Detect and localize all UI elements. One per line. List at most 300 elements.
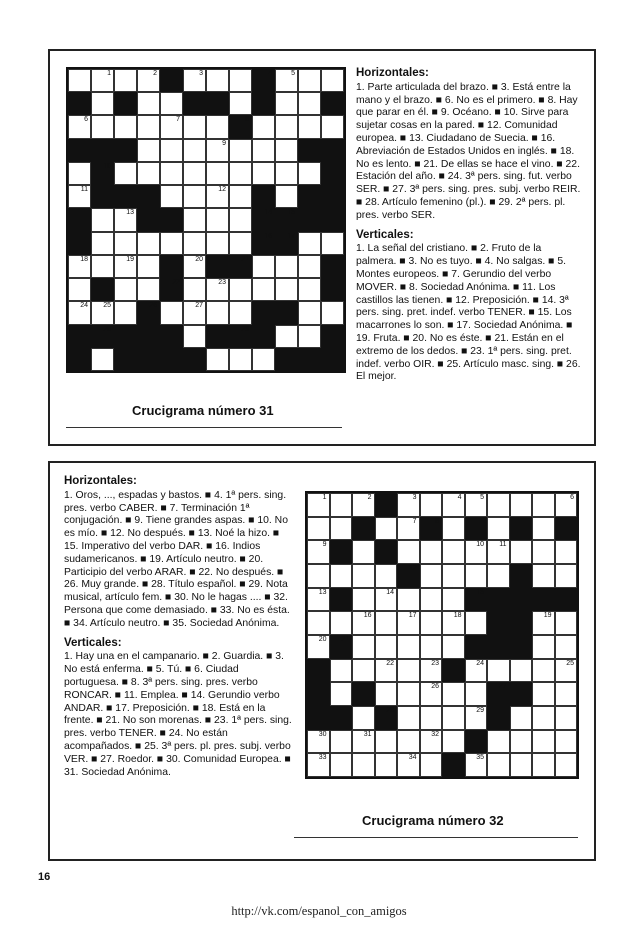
crossword-cell[interactable] xyxy=(375,635,398,659)
vertical-clues: 1. Hay una en el campanario. ■ 2. Guardia. ■ 3. No está enferma. ■ 5. Tú. ■ 6. Ciudad portuguesa. ■ 8. 3ª pers. sing. pres. verbo RONCAR. ■ 11. Emplea. ■ 14. Gerundio verbo ANDAR. ■ 17. Preposición. ■ 18. Está en la frente. ■ 21. No son morenas. ■ 23. 1ª pers. sing. pres. verbo TENER. ■ 24. No están acompañados. ■ 25. 3ª pers. pl. pres. subj. verbo VER. ■ 27. Roedor. ■ 30. Comunidad Europea. ■ 31. Sociedad Anónima. xyxy=(64,651,292,778)
crossword-cell[interactable] xyxy=(229,348,252,371)
crossword-cell[interactable] xyxy=(330,730,353,754)
black-square xyxy=(160,348,183,371)
crossword-cell[interactable] xyxy=(137,139,160,162)
black-square xyxy=(160,208,183,231)
clue-number: 9 xyxy=(222,139,226,147)
crossword-cell[interactable] xyxy=(375,564,398,588)
crossword-cell[interactable] xyxy=(375,517,398,541)
crossword-cell[interactable] xyxy=(275,115,298,138)
black-square xyxy=(229,115,252,138)
crossword-cell[interactable] xyxy=(510,730,533,754)
horizontal-heading: Horizontales: xyxy=(64,475,137,487)
black-square xyxy=(252,301,275,324)
crossword-cell[interactable] xyxy=(114,301,137,324)
crossword-cell[interactable] xyxy=(555,540,578,564)
black-square xyxy=(321,208,344,231)
crossword-cell[interactable] xyxy=(275,185,298,208)
crossword-cell[interactable] xyxy=(555,682,578,706)
crossword-cell[interactable] xyxy=(68,115,91,138)
crossword-cell[interactable] xyxy=(375,730,398,754)
crossword-cell[interactable] xyxy=(68,185,91,208)
clue-number: 26 xyxy=(149,302,157,310)
crossword-cell[interactable] xyxy=(206,208,229,231)
crossword-cell[interactable] xyxy=(252,162,275,185)
crossword-cell[interactable] xyxy=(68,255,91,278)
crossword-cell[interactable] xyxy=(160,92,183,115)
clue-number: 23 xyxy=(218,279,226,287)
crossword-cell[interactable] xyxy=(375,682,398,706)
black-square xyxy=(321,185,344,208)
crossword-cell[interactable] xyxy=(375,659,398,683)
crossword-cell[interactable] xyxy=(420,611,443,635)
crossword-cell[interactable] xyxy=(206,115,229,138)
clue-number: 5 xyxy=(480,494,484,501)
crossword-cell[interactable] xyxy=(307,493,330,517)
crossword-cell[interactable] xyxy=(114,232,137,255)
crossword-cell[interactable] xyxy=(330,493,353,517)
crossword-cell[interactable] xyxy=(183,162,206,185)
crossword-cell[interactable] xyxy=(352,730,375,754)
crossword-cell[interactable] xyxy=(206,348,229,371)
black-square xyxy=(465,517,488,541)
vertical-heading: Verticales: xyxy=(64,636,122,649)
black-square xyxy=(183,348,206,371)
clue-number: 35 xyxy=(476,754,484,762)
crossword-cell[interactable] xyxy=(183,115,206,138)
black-square xyxy=(487,588,510,612)
crossword-cell[interactable] xyxy=(183,255,206,278)
crossword-cell[interactable] xyxy=(307,635,330,659)
crossword-cell[interactable] xyxy=(532,706,555,730)
crossword-cell[interactable] xyxy=(183,69,206,92)
black-square xyxy=(91,325,114,348)
crossword-cell[interactable] xyxy=(352,540,375,564)
black-square xyxy=(487,611,510,635)
crossword-cell[interactable] xyxy=(532,540,555,564)
black-square xyxy=(160,278,183,301)
crossword-cell[interactable] xyxy=(442,493,465,517)
black-square xyxy=(275,232,298,255)
crossword-cell[interactable] xyxy=(114,208,137,231)
crossword-cell[interactable] xyxy=(442,588,465,612)
horizontal-clues: 1. Parte articulada del brazo. ■ 3. Está entre la mano y el brazo. ■ 6. No es el primero. ■ 8. Hay que parar en él. ■ 9. Océano. ■ 10. Sirve para sujetar cosas en la pared. ■ 12. Comunidad europea. ■ 13. Ciudadano de Suecia. ■ 16. Abreviación de Estados Unidos en inglés. ■ 18. No es lento. ■ 21. De ellas se hace el vino. ■ 22. Estación del año. ■ 24. 3ª pers. sing. fut. verbo SER. ■ 27. 3ª pers. sing. pres. subj. verbo REIR. ■ 28. Artículo femenino (pl.). ■ 29. 2ª pers. pl. pres. verbo SER. xyxy=(356,81,581,221)
crossword-cell[interactable] xyxy=(298,278,321,301)
black-square xyxy=(442,659,465,683)
black-square xyxy=(330,588,353,612)
crossword-cell[interactable] xyxy=(555,659,578,683)
crossword-cell[interactable] xyxy=(275,92,298,115)
crossword-cell[interactable] xyxy=(420,493,443,517)
crossword-cell[interactable] xyxy=(160,162,183,185)
crossword-cell[interactable] xyxy=(420,706,443,730)
crossword-cell[interactable] xyxy=(275,255,298,278)
crossword-cell[interactable] xyxy=(137,92,160,115)
crossword-cell[interactable] xyxy=(330,682,353,706)
crossword-cell[interactable] xyxy=(375,753,398,777)
clue-number: 28 xyxy=(386,706,394,714)
crossword-cell[interactable] xyxy=(532,517,555,541)
crossword-cell[interactable] xyxy=(68,301,91,324)
crossword-cell[interactable] xyxy=(532,730,555,754)
crossword-cell[interactable] xyxy=(532,659,555,683)
crossword-cell[interactable] xyxy=(555,753,578,777)
puzzle-title: Crucigrama número 32 xyxy=(362,813,504,828)
crossword-cell[interactable] xyxy=(137,278,160,301)
crossword-cell[interactable] xyxy=(307,588,330,612)
crossword-cell[interactable] xyxy=(442,682,465,706)
crossword-cell[interactable] xyxy=(397,682,420,706)
crossword-cell[interactable] xyxy=(160,115,183,138)
crossword-cell[interactable] xyxy=(298,69,321,92)
crossword-cell[interactable] xyxy=(307,517,330,541)
black-square xyxy=(510,517,533,541)
page-number: 16 xyxy=(38,871,51,883)
crossword-cell[interactable] xyxy=(465,753,488,777)
clue-number: 8 xyxy=(245,116,249,124)
clue-number: 25 xyxy=(566,659,574,667)
crossword-cell[interactable] xyxy=(487,730,510,754)
black-square xyxy=(252,69,275,92)
horizontal-clues: 1. Oros, ..., espadas y bastos. ■ 4. 1ª pers. sing. pres. verbo CABER. ■ 7. Terminación 1ª conjugación. ■ 9. Tiene grandes aspas. ■ 10. No es mío. ■ 12. No después. ■ 13. Noé la hizo. ■ 15. Imperativo del verbo DAR. ■ 16. Indios sudamericanos. ■ 19. Artículo neutro. ■ 20. Participio del verbo ARAR. ■ 22. No después. ■ 26. Muy grande. ■ 28. Título español. ■ 29. Nota musical, artículo fem. ■ 30. No le hagas .... ■ 32. Persona que come demasiado. ■ 33. No es ésta. ■ 34. Artículo neutro. ■ 35. Sociedad Anónima. xyxy=(64,489,290,629)
crossword-cell[interactable] xyxy=(275,139,298,162)
crossword-cell[interactable] xyxy=(160,232,183,255)
crossword-cell[interactable] xyxy=(252,348,275,371)
black-square xyxy=(321,162,344,185)
black-square xyxy=(352,517,375,541)
black-square xyxy=(91,162,114,185)
crossword-cell[interactable] xyxy=(442,706,465,730)
black-square xyxy=(275,301,298,324)
clue-number: 7 xyxy=(176,116,180,124)
crossword-grid-32 xyxy=(305,491,579,779)
crossword-cell[interactable] xyxy=(442,611,465,635)
crossword-cell[interactable] xyxy=(298,92,321,115)
crossword-cell[interactable] xyxy=(137,232,160,255)
black-square xyxy=(275,348,298,371)
crossword-cell[interactable] xyxy=(397,493,420,517)
crossword-cell[interactable] xyxy=(206,185,229,208)
crossword-cell[interactable] xyxy=(321,301,344,324)
crossword-cell[interactable] xyxy=(137,255,160,278)
crossword-cell[interactable] xyxy=(183,139,206,162)
crossword-cell[interactable] xyxy=(555,635,578,659)
crossword-panel-31 xyxy=(48,49,596,446)
clue-number: 17 xyxy=(408,612,417,620)
crossword-cell[interactable] xyxy=(532,635,555,659)
crossword-cell[interactable] xyxy=(487,753,510,777)
black-square xyxy=(91,139,114,162)
crossword-cell[interactable] xyxy=(352,753,375,777)
crossword-cell[interactable] xyxy=(442,540,465,564)
crossword-cell[interactable] xyxy=(298,255,321,278)
black-square xyxy=(298,208,321,231)
crossword-cell[interactable] xyxy=(352,635,375,659)
crossword-cell[interactable] xyxy=(206,278,229,301)
crossword-cell[interactable] xyxy=(252,255,275,278)
crossword-cell[interactable] xyxy=(206,301,229,324)
clue-number: 23 xyxy=(431,659,439,667)
crossword-cell[interactable] xyxy=(465,564,488,588)
crossword-cell[interactable] xyxy=(183,301,206,324)
crossword-cell[interactable] xyxy=(442,730,465,754)
crossword-cell[interactable] xyxy=(420,635,443,659)
crossword-cell[interactable] xyxy=(465,611,488,635)
crossword-cell[interactable] xyxy=(114,255,137,278)
crossword-cell[interactable] xyxy=(183,232,206,255)
crossword-cell[interactable] xyxy=(397,730,420,754)
clue-number: 22 xyxy=(172,279,180,287)
crossword-cell[interactable] xyxy=(68,278,91,301)
black-square xyxy=(487,682,510,706)
crossword-cell[interactable] xyxy=(68,69,91,92)
crossword-cell[interactable] xyxy=(252,115,275,138)
crossword-cell[interactable] xyxy=(487,493,510,517)
crossword-cell[interactable] xyxy=(252,139,275,162)
crossword-cell[interactable] xyxy=(91,232,114,255)
crossword-cell[interactable] xyxy=(465,540,488,564)
crossword-cell[interactable] xyxy=(532,493,555,517)
crossword-cell[interactable] xyxy=(229,162,252,185)
crossword-cell[interactable] xyxy=(160,301,183,324)
crossword-cell[interactable] xyxy=(532,682,555,706)
black-square xyxy=(321,325,344,348)
crossword-cell[interactable] xyxy=(275,69,298,92)
crossword-cell[interactable] xyxy=(397,611,420,635)
clue-number: 17 xyxy=(287,232,295,240)
crossword-cell[interactable] xyxy=(298,162,321,185)
black-square xyxy=(510,611,533,635)
crossword-cell[interactable] xyxy=(510,706,533,730)
crossword-cell[interactable] xyxy=(229,301,252,324)
crossword-cell[interactable] xyxy=(397,588,420,612)
crossword-cell[interactable] xyxy=(114,162,137,185)
clue-number: 24 xyxy=(476,659,484,667)
crossword-cell[interactable] xyxy=(68,162,91,185)
crossword-cell[interactable] xyxy=(321,115,344,138)
clue-number: 28 xyxy=(103,325,111,333)
crossword-cell[interactable] xyxy=(137,162,160,185)
black-square xyxy=(555,588,578,612)
clue-number: 4 xyxy=(268,70,272,77)
crossword-cell[interactable] xyxy=(91,301,114,324)
black-square xyxy=(330,635,353,659)
crossword-cell[interactable] xyxy=(298,115,321,138)
clue-number: 18 xyxy=(80,255,88,263)
crossword-cell[interactable] xyxy=(206,139,229,162)
crossword-cell[interactable] xyxy=(298,232,321,255)
crossword-cell[interactable] xyxy=(420,753,443,777)
crossword-panel-32 xyxy=(48,461,596,861)
crossword-cell[interactable] xyxy=(330,659,353,683)
crossword-cell[interactable] xyxy=(465,493,488,517)
clue-number: 9 xyxy=(322,541,327,549)
crossword-cell[interactable] xyxy=(510,493,533,517)
crossword-cell[interactable] xyxy=(91,69,114,92)
crossword-cell[interactable] xyxy=(397,659,420,683)
crossword-cell[interactable] xyxy=(330,564,353,588)
black-square xyxy=(321,139,344,162)
crossword-cell[interactable] xyxy=(229,139,252,162)
crossword-cell[interactable] xyxy=(330,753,353,777)
crossword-cell[interactable] xyxy=(137,115,160,138)
crossword-cell[interactable] xyxy=(465,682,488,706)
footer-url: http://vk.com/espanol_con_amigos xyxy=(231,904,407,918)
crossword-cell[interactable] xyxy=(229,92,252,115)
clue-number: 31 xyxy=(363,730,372,738)
crossword-cell[interactable] xyxy=(397,635,420,659)
crossword-cell[interactable] xyxy=(91,348,114,371)
crossword-cell[interactable] xyxy=(397,517,420,541)
black-square xyxy=(420,517,443,541)
crossword-cell[interactable] xyxy=(375,588,398,612)
crossword-cell[interactable] xyxy=(397,540,420,564)
crossword-cell[interactable] xyxy=(229,278,252,301)
black-square xyxy=(510,588,533,612)
crossword-cell[interactable] xyxy=(330,517,353,541)
black-square xyxy=(91,278,114,301)
crossword-cell[interactable] xyxy=(487,517,510,541)
black-square xyxy=(206,325,229,348)
crossword-cell[interactable] xyxy=(307,611,330,635)
black-square xyxy=(68,139,91,162)
black-square xyxy=(114,185,137,208)
black-square xyxy=(375,706,398,730)
crossword-cell[interactable] xyxy=(532,564,555,588)
crossword-cell[interactable] xyxy=(160,139,183,162)
crossword-cell[interactable] xyxy=(229,185,252,208)
crossword-cell[interactable] xyxy=(229,232,252,255)
crossword-cell[interactable] xyxy=(420,682,443,706)
crossword-cell[interactable] xyxy=(307,753,330,777)
crossword-cell[interactable] xyxy=(352,564,375,588)
crossword-cell[interactable] xyxy=(183,208,206,231)
crossword-cell[interactable] xyxy=(352,706,375,730)
black-square xyxy=(487,706,510,730)
clue-number: 33 xyxy=(318,754,327,762)
crossword-cell[interactable] xyxy=(510,540,533,564)
crossword-cell[interactable] xyxy=(487,564,510,588)
black-square xyxy=(252,92,275,115)
crossword-cell[interactable] xyxy=(555,706,578,730)
black-square xyxy=(68,232,91,255)
crossword-cell[interactable] xyxy=(229,69,252,92)
crossword-cell[interactable] xyxy=(397,706,420,730)
crossword-cell[interactable] xyxy=(307,564,330,588)
crossword-cell[interactable] xyxy=(420,588,443,612)
crossword-cell[interactable] xyxy=(307,730,330,754)
crossword-cell[interactable] xyxy=(252,278,275,301)
crossword-cell[interactable] xyxy=(114,115,137,138)
crossword-cell[interactable] xyxy=(183,325,206,348)
clue-number: 16 xyxy=(363,612,372,620)
crossword-cell[interactable] xyxy=(555,493,578,517)
crossword-cell[interactable] xyxy=(298,325,321,348)
crossword-cell[interactable] xyxy=(114,278,137,301)
crossword-cell[interactable] xyxy=(555,611,578,635)
crossword-cell[interactable] xyxy=(352,588,375,612)
clue-number: 19 xyxy=(126,255,134,263)
crossword-cell[interactable] xyxy=(275,325,298,348)
clue-number: 32 xyxy=(431,730,439,738)
crossword-cell[interactable] xyxy=(91,255,114,278)
crossword-cell[interactable] xyxy=(487,540,510,564)
crossword-cell[interactable] xyxy=(307,540,330,564)
black-square xyxy=(229,325,252,348)
crossword-cell[interactable] xyxy=(206,162,229,185)
crossword-cell[interactable] xyxy=(206,232,229,255)
clue-number: 1 xyxy=(322,494,327,501)
black-square xyxy=(114,325,137,348)
crossword-cell[interactable] xyxy=(114,69,137,92)
crossword-cell[interactable] xyxy=(375,611,398,635)
clue-number: 11 xyxy=(499,541,507,549)
crossword-cell[interactable] xyxy=(532,753,555,777)
crossword-grid-31 xyxy=(66,67,346,373)
crossword-cell[interactable] xyxy=(275,278,298,301)
vertical-heading: Verticales: xyxy=(356,228,414,241)
crossword-cell[interactable] xyxy=(442,564,465,588)
clue-number: 15 xyxy=(476,588,484,596)
clue-number: 11 xyxy=(80,186,88,194)
clue-number: 15 xyxy=(287,209,295,217)
clue-number: 27 xyxy=(195,302,203,310)
crossword-cell[interactable] xyxy=(229,208,252,231)
crossword-cell[interactable] xyxy=(420,540,443,564)
black-square xyxy=(229,255,252,278)
crossword-cell[interactable] xyxy=(442,517,465,541)
black-square xyxy=(252,185,275,208)
crossword-cell[interactable] xyxy=(420,659,443,683)
crossword-cell[interactable] xyxy=(510,659,533,683)
crossword-cell[interactable] xyxy=(275,162,298,185)
crossword-cell[interactable] xyxy=(555,564,578,588)
crossword-cell[interactable] xyxy=(420,564,443,588)
vertical-clues: 1. La señal del cristiano. ■ 2. Fruto de la palmera. ■ 3. No es tuyo. ■ 4. No salgas. ■ 5. Montes europeos. ■ 7. Gerundio del verbo MOVER. ■ 8. Sociedad Anónima. ■ 11. Los castillos las tienen. ■ 12. Preposición. ■ 14. 3ª pers. sing. pret. indef. verbo TENER. ■ 15. Los macarrones lo son. ■ 17. Sociedad Anónima. ■ 19. Fruta. ■ 20. No es éste. ■ 21. Están en el extremo de los dedos. ■ 23. 1ª pers. sing. pret. indef. verbo OIR. ■ 25. Artículo masc. sing. ■ 26. El mejor. xyxy=(356,243,581,383)
crossword-cell[interactable] xyxy=(330,611,353,635)
black-square xyxy=(68,348,91,371)
crossword-cell[interactable] xyxy=(183,278,206,301)
crossword-cell[interactable] xyxy=(465,659,488,683)
clue-number: 12 xyxy=(408,564,417,572)
crossword-cell[interactable] xyxy=(420,730,443,754)
crossword-cell[interactable] xyxy=(160,185,183,208)
black-square xyxy=(321,255,344,278)
crossword-cell[interactable] xyxy=(487,659,510,683)
crossword-cell[interactable] xyxy=(442,635,465,659)
crossword-cell[interactable] xyxy=(321,69,344,92)
crossword-cell[interactable] xyxy=(206,69,229,92)
crossword-cell[interactable] xyxy=(352,659,375,683)
crossword-cell[interactable] xyxy=(352,493,375,517)
black-square xyxy=(307,659,330,683)
crossword-cell[interactable] xyxy=(510,753,533,777)
crossword-cell[interactable] xyxy=(183,185,206,208)
crossword-cell[interactable] xyxy=(91,208,114,231)
crossword-cell[interactable] xyxy=(352,611,375,635)
crossword-cell[interactable] xyxy=(532,611,555,635)
crossword-cell[interactable] xyxy=(465,706,488,730)
black-square xyxy=(114,92,137,115)
crossword-cell[interactable] xyxy=(91,92,114,115)
crossword-cell[interactable] xyxy=(321,232,344,255)
crossword-cell[interactable] xyxy=(397,753,420,777)
clue-number: 20 xyxy=(195,255,203,263)
crossword-cell[interactable] xyxy=(555,730,578,754)
crossword-cell[interactable] xyxy=(137,69,160,92)
crossword-cell[interactable] xyxy=(298,301,321,324)
crossword-cell[interactable] xyxy=(91,115,114,138)
